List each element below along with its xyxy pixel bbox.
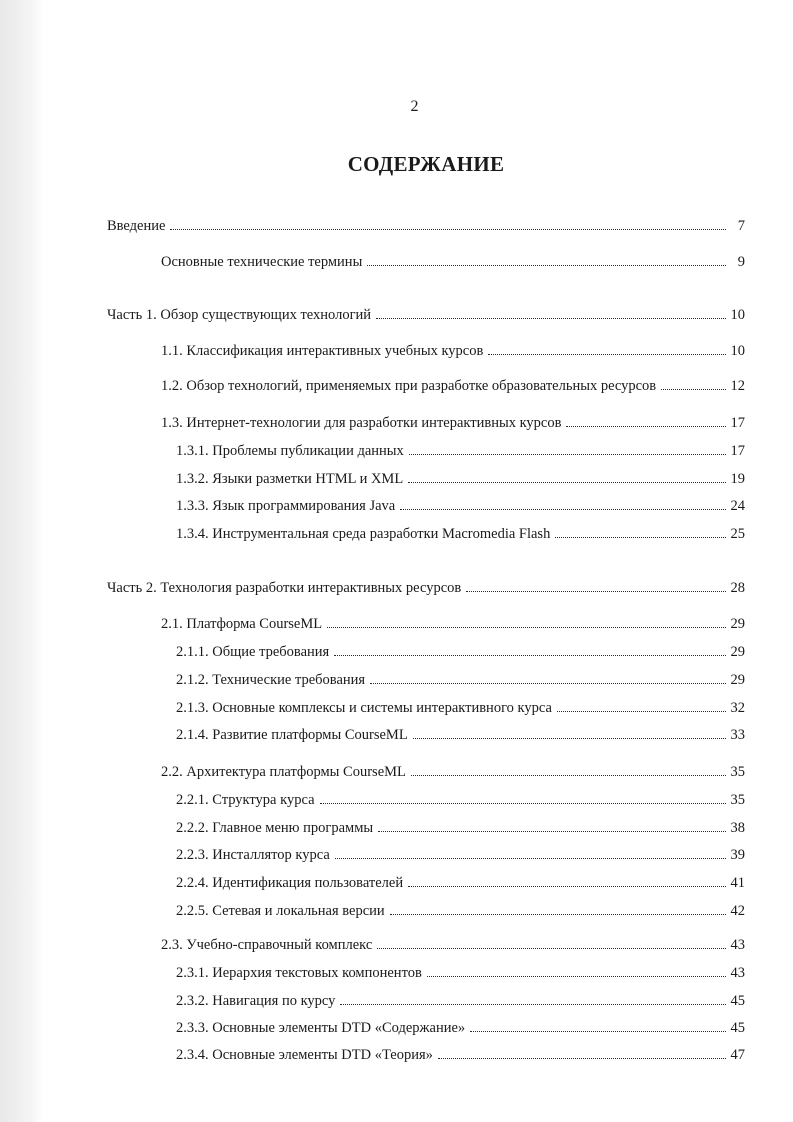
toc-entry	[161, 762, 745, 782]
dot-leader	[466, 578, 726, 592]
toc-entry	[161, 376, 745, 396]
dot-leader	[555, 524, 726, 538]
dot-leader	[488, 341, 726, 355]
toc-entry	[176, 524, 745, 544]
toc-entry-label: 1.3.1. Проблемы публикации данных	[176, 443, 404, 459]
toc-entry-label: Основные технические термины	[161, 254, 363, 270]
toc-entry	[176, 901, 745, 921]
toc-page-number: 25	[730, 526, 745, 542]
toc-page-number: 43	[730, 965, 745, 981]
toc-page-number: 47	[730, 1047, 745, 1063]
toc-entry	[176, 1045, 745, 1065]
dot-leader	[335, 845, 726, 859]
toc-page-number: 17	[730, 443, 745, 459]
toc-entry	[176, 963, 745, 983]
toc-page-number: 41	[730, 875, 745, 891]
toc-entry	[176, 642, 745, 662]
dot-leader	[411, 762, 726, 776]
toc-entry-label: 2.2.2. Главное меню программы	[176, 820, 374, 836]
toc-entry-label: 2.1.3. Основные комплексы и системы интерактивного курса	[176, 700, 552, 716]
dot-leader	[340, 991, 726, 1005]
toc-entry-label: 1.3.4. Инструментальная среда разработки Macromedia Flash	[176, 526, 551, 542]
toc-entry-label: 2.1.1. Общие требования	[176, 644, 330, 660]
toc-page-number: 12	[730, 378, 745, 394]
dot-leader	[661, 376, 726, 390]
toc-entry-label: 2.2. Архитектура платформы CourseML	[161, 764, 406, 780]
dot-leader	[438, 1045, 726, 1059]
toc-entry	[161, 935, 745, 955]
toc-page-number: 42	[730, 903, 745, 919]
dot-leader	[320, 790, 726, 804]
toc-entry	[161, 341, 745, 361]
toc-entry	[107, 578, 745, 598]
toc-entry	[161, 614, 745, 634]
toc-entry-label: 2.3. Учебно-справочный комплекс	[161, 937, 373, 953]
toc-page-number: 38	[730, 820, 745, 836]
dot-leader	[427, 963, 726, 977]
dot-leader	[378, 818, 726, 832]
toc-entry-label: 1.3.2. Языки разметки HTML и XML	[176, 471, 404, 487]
toc-page-number: 19	[730, 471, 745, 487]
toc-entry	[107, 305, 745, 325]
toc-entry-label: 2.1. Платформа CourseML	[161, 616, 323, 632]
toc-page-number: 9	[737, 254, 745, 270]
toc-page-number: 29	[730, 672, 745, 688]
toc-page-number: 33	[730, 727, 745, 743]
dot-leader	[334, 642, 726, 656]
toc-entry	[176, 991, 745, 1011]
toc-page-number: 7	[737, 218, 745, 234]
dot-leader	[370, 670, 726, 684]
dot-leader	[408, 873, 726, 887]
toc-entry-label: 2.3.2. Навигация по курсу	[176, 993, 336, 1009]
toc-page-number: 28	[730, 580, 745, 596]
toc-page-number: 32	[730, 700, 745, 716]
toc-page-number: 10	[730, 343, 745, 359]
toc-entry-label: 2.1.4. Развитие платформы CourseML	[176, 727, 408, 743]
toc-entry	[176, 469, 745, 489]
toc-entry-label: 2.1.2. Технические требования	[176, 672, 366, 688]
dot-leader	[566, 413, 726, 427]
dot-leader	[408, 469, 726, 483]
toc-page-number: 45	[730, 1020, 745, 1036]
toc-entry-label: 2.2.3. Инсталлятор курса	[176, 847, 330, 863]
dot-leader	[557, 698, 726, 712]
toc-entry	[161, 413, 745, 433]
toc-entry	[161, 252, 745, 272]
toc-entry-label: 2.2.5. Сетевая и локальная версии	[176, 903, 385, 919]
toc-entry	[176, 670, 745, 690]
toc-entry-label: Часть 1. Обзор существующих технологий	[107, 307, 372, 323]
dot-leader	[376, 305, 726, 319]
toc-page-number: 29	[730, 616, 745, 632]
page-title: СОДЕРЖАНИЕ	[347, 152, 505, 176]
dot-leader	[170, 216, 726, 230]
toc-entry-label: Часть 2. Технология разработки интерактивных ресурсов	[107, 580, 462, 596]
toc-entry-label: 1.3. Интернет-технологии для разработки интерактивных курсов	[161, 415, 562, 431]
toc-entry	[176, 1018, 745, 1038]
dot-leader	[413, 725, 726, 739]
toc-entry	[107, 216, 745, 236]
toc-entry	[176, 725, 745, 745]
toc-page-number: 17	[730, 415, 745, 431]
dot-leader	[367, 252, 726, 266]
toc-entry	[176, 698, 745, 718]
toc-entry	[176, 845, 745, 865]
toc-entry-label: 2.3.1. Иерархия текстовых компонентов	[176, 965, 422, 981]
toc-entry-label: 2.2.1. Структура курса	[176, 792, 315, 808]
toc-entry-label: 2.2.4. Идентификация пользователей	[176, 875, 404, 891]
toc-entry-label: 1.1. Классификация интерактивных учебных курсов	[161, 343, 484, 359]
toc-entry-label: 2.3.3. Основные элементы DTD «Содержание»	[176, 1020, 466, 1036]
toc-page-number: 29	[730, 644, 745, 660]
page-number: 2	[410, 98, 419, 115]
toc-entry-label: 1.3.3. Язык программирования Java	[176, 498, 396, 514]
dot-leader	[409, 441, 726, 455]
toc-entry-label: Введение	[107, 218, 166, 234]
dot-leader	[470, 1018, 726, 1032]
toc-page-number: 10	[730, 307, 745, 323]
toc-entry	[176, 496, 745, 516]
toc-page-number: 35	[730, 764, 745, 780]
toc-page-number: 35	[730, 792, 745, 808]
dot-leader	[400, 496, 726, 510]
toc-entry	[176, 873, 745, 893]
toc-page-number: 45	[730, 993, 745, 1009]
toc-entry-label: 2.3.4. Основные элементы DTD «Теория»	[176, 1047, 433, 1063]
dot-leader	[377, 935, 726, 949]
toc-page-number: 39	[730, 847, 745, 863]
toc-page-number: 43	[730, 937, 745, 953]
toc-page-number: 24	[730, 498, 745, 514]
toc-entry	[176, 790, 745, 810]
dot-leader	[390, 901, 726, 915]
toc-entry-label: 1.2. Обзор технологий, применяемых при разработке образовательных ресурсов	[161, 378, 657, 394]
toc-entry	[176, 441, 745, 461]
dot-leader	[327, 614, 726, 628]
toc-entry	[176, 818, 745, 838]
